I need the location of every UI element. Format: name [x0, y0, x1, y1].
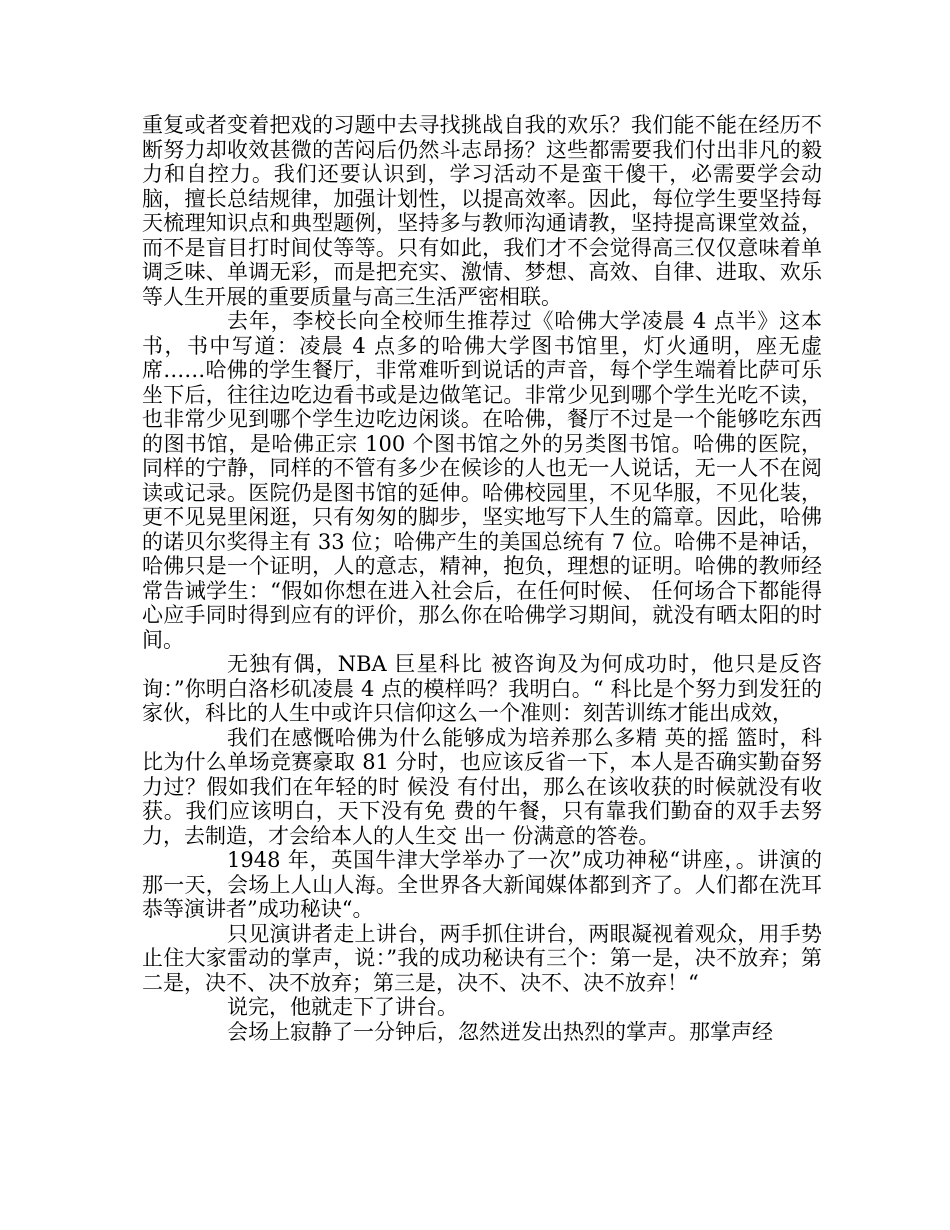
paragraph-8: 会场上寂静了一分钟后，忽然迸发出热烈的掌声。那掌声经	[227, 1019, 773, 1044]
paragraph-4: 我们在感慨哈佛为什么能够成为培养那么多精 英的摇 篮时，科比为什么单场竞赛豪取 81 分时，也应该反省一下，本人是否确实勤奋努力过？假如我们在年轻的时 候没 有付出，那么在该收获的时候就没有收获。我们应该明白，天下没有免 费的午餐，只有靠我们勤奋的双手去努力，去制造，才会给本人的人生交 出一 份满意的答卷。	[142, 725, 822, 848]
paragraph-5: 1948 年，英国牛津大学举办了一次”成功神秘“讲座，。讲演的那一天，会场上人山人海。全世界各大新闻媒体都到齐了。人们都在洗耳恭等演讲者”成功秘诀“。	[142, 848, 822, 921]
paragraph-7: 说完，他就走下了讲台。	[227, 995, 458, 1019]
paragraph-2: 去年，李校长向全校师生推荐过《哈佛大学凌晨 4 点半》这本书，书中写道：凌晨 4 点多的哈佛大学图书馆里，灯火通明，座无虚席……哈佛的学生餐厅，非常难听到说话的声音，每个学生端着比萨可乐坐下后，往往边吃边看书或是边做笔记。非常少见到哪个学生光吃不读，也非常少见到哪个学生边吃边闲谈。在哈佛，餐厅不过是一个能够吃东西的图书馆，是哈佛正宗 100 个图书馆之外的另类图书馆。哈佛的医院，同样的宁静，同样的不管有多少在候诊的人也无一人说话，无一人不在阅读或记录。医院仍是图书馆的延伸。哈佛校园里，不见华服，不见化装，更不见晃里闲逛，只有匆匆的脚步，坚实地写下人生的篇章。因此，哈佛的诺贝尔奖得主有 33 位；哈佛产生的美国总统有 7 位。哈佛不是神话，哈佛只是一个证明，人的意志，精神，抱负，理想的证明。哈佛的教师经常告诫学生：“假如你想在进入社会后，在任何时候、 任何场合下都能得心应手同时得到应有的评价，那么你在哈佛学习期间，就没有晒太阳的时间。	[142, 309, 822, 652]
paragraph-1: 重复或者变着把戏的习题中去寻找挑战自我的欢乐？我们能不能在经历不断努力却收效甚微的苦闷后仍然斗志昂扬？这些都需要我们付出非凡的毅力和自控力。我们还要认识到，学习活动不是蛮干傻干，必需要学会动脑，擅长总结规律，加强计划性，以提高效率。因此，每位学生要坚持每天梳理知识点和典型题例，坚持多与教师沟通请教，坚持提高课堂效益，而不是盲目打时间仗等等。只有如此，我们才不会觉得高三仅仅意味着单调乏味、单调无彩，而是把充实、激情、梦想、高效、自律、进取、欢乐等人生开展的重要质量与高三生活严密相联。	[142, 113, 822, 309]
paragraph-6: 只见演讲者走上讲台，两手抓住讲台，两眼凝视着观众，用手势止住大家雷动的掌声，说：”我的成功秘诀有三个：第一是，决不放弃；第二是，决不、决不放弃；第三是，决不、决不、决不放弃！“	[142, 921, 822, 995]
document-body	[142, 113, 822, 1044]
paragraph-3: 无独有偶，NBA 巨星科比 被咨询及为何成功时，他只是反咨询：”你明白洛杉矶凌晨 4 点的模样吗？我明白。“ 科比是个努力到发狂的家伙，科比的人生中或许只信仰这么一个准则：刻苦训练才能出成效，	[142, 652, 822, 725]
